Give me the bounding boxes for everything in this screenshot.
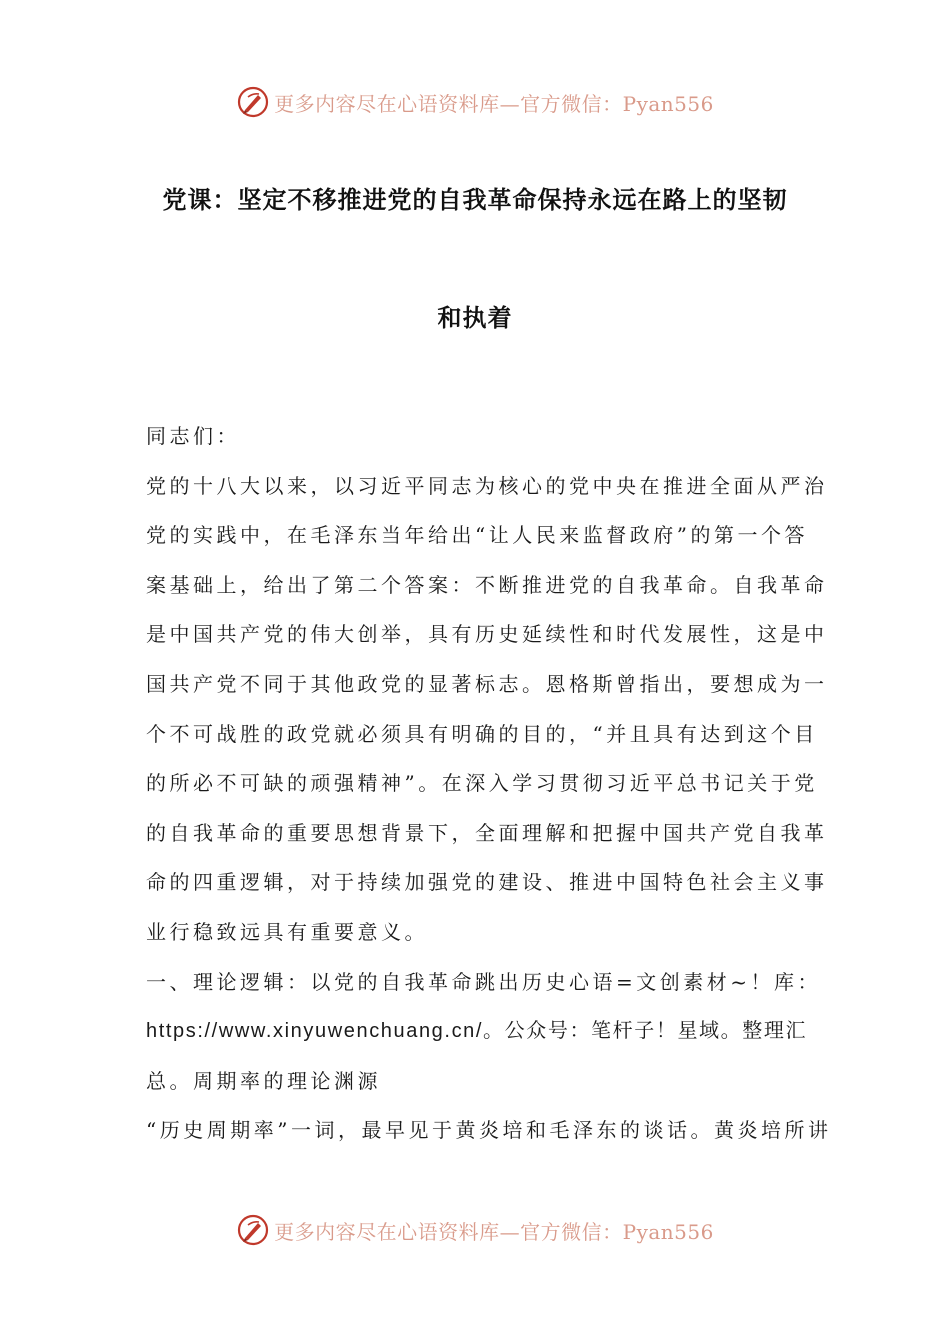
body-line: 党的十八大以来，以习近平同志为核心的党中央在推进全面从严治	[146, 473, 828, 498]
header-banner	[0, 80, 950, 124]
pen-logo-icon	[236, 85, 270, 119]
pen-logo-icon	[236, 1213, 270, 1247]
document-title-line-1: 党课：坚定不移推进党的自我革命保持永远在路上的坚韧	[162, 186, 788, 214]
body-line: 业行稳致远具有重要意义。	[146, 919, 428, 944]
document-title-line-2: 和执着	[437, 304, 513, 332]
footer-banner	[0, 1208, 950, 1252]
section-heading-line: 一、理论逻辑：以党的自我革命跳出历史心语=文创素材~！库：	[146, 969, 822, 994]
body-line: 同志们：	[146, 424, 240, 448]
body-line: 的自我革命的重要思想背景下，全面理解和把握中国共产党自我革	[146, 820, 828, 845]
body-line: 党的实践中，在毛泽东当年给出“让人民来监督政府”的第一个答	[146, 523, 808, 548]
body-line: 总。周期率的理论渊源	[146, 1068, 381, 1093]
body-line: 是中国共产党的伟大创举，具有历史延续性和时代发展性，这是中	[146, 622, 828, 647]
body-line: 国共产党不同于其他政党的显著标志。恩格斯曾指出，要想成为一	[146, 671, 828, 696]
body-line: “历史周期率”一词，最早见于黄炎培和毛泽东的谈话。黄炎培所讲	[146, 1118, 832, 1143]
url-line: https://www.xinyuwenchuang.cn/。公众号：笔杆子！星域。整理汇	[146, 1020, 808, 1043]
footer-banner-text: 更多内容尽在心语资料库—官方微信：Pyan556	[274, 1219, 714, 1244]
body-line: 个不可战胜的政党就必须具有明确的目的，“并且具有达到这个目	[146, 721, 818, 746]
header-banner-text: 更多内容尽在心语资料库—官方微信：Pyan556	[274, 91, 714, 116]
body-line: 命的四重逻辑，对于持续加强党的建设、推进中国特色社会主义事	[146, 870, 828, 895]
document-body	[146, 412, 832, 1156]
body-line: 案基础上，给出了第二个答案：不断推进党的自我革命。自我革命	[146, 572, 828, 597]
body-line: 的所必不可缺的顽强精神”。在深入学习贯彻习近平总书记关于党	[146, 771, 818, 796]
